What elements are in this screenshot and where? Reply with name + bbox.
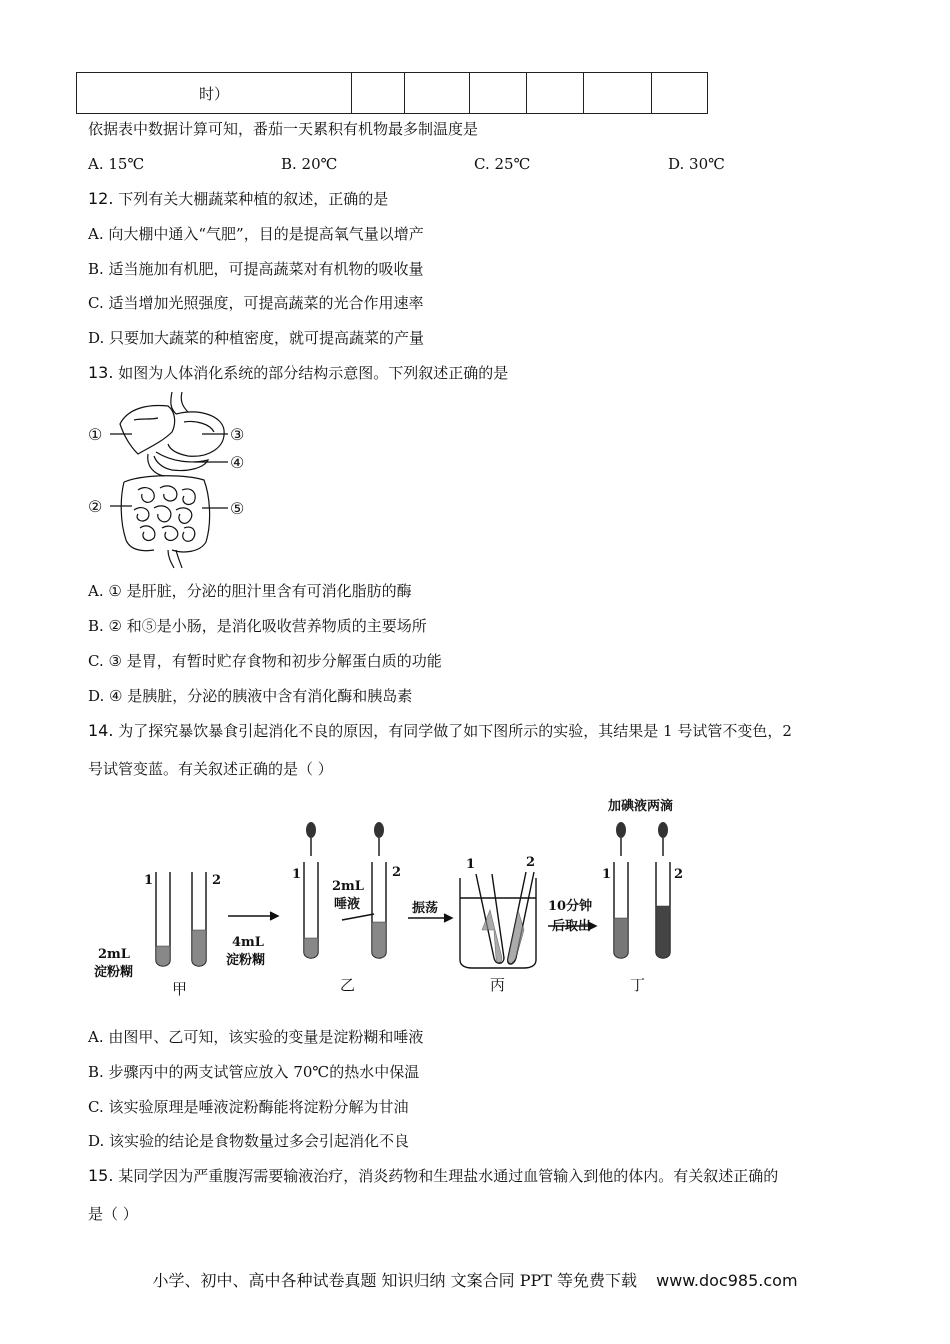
digestive-system-figure	[84, 390, 254, 570]
q13-option-a[interactable]: A. ① 是肝脏，分泌的胆汁里含有可消化脂肪的酶	[88, 582, 412, 600]
question-text: 某同学因为严重腹泻需要输液治疗，消炎药物和生理盐水通过血管输入到他的体内。有关叙述正确的	[118, 1167, 779, 1185]
q12-option-b[interactable]: B. 适当施加有机肥，可提高蔬菜对有机物的吸收量	[88, 260, 424, 278]
stage-jia: 甲	[172, 980, 188, 998]
q14-stem-line1	[88, 721, 792, 741]
question-number: 12.	[88, 189, 114, 208]
yi-amount: 2mL	[332, 879, 364, 894]
table-cell	[352, 73, 405, 114]
q14-stem-line2: 号试管变蓝。有关叙述正确的是（ ）	[88, 760, 333, 778]
starch-digestion-experiment-figure	[90, 790, 700, 1000]
iodine-label: 加碘液两滴	[608, 799, 674, 814]
tube-label-1: 1	[602, 867, 612, 882]
q11-stem: 依据表中数据计算可知，番茄一天累积有机物最多制温度是	[88, 120, 479, 138]
stage-yi: 乙	[340, 976, 356, 994]
yi-content: 唾液	[334, 897, 361, 912]
q12-option-c[interactable]: C. 适当增加光照强度，可提高蔬菜的光合作用速率	[88, 294, 424, 312]
table-cell	[405, 73, 470, 114]
step-shake: 振荡	[412, 901, 439, 916]
q14-option-b[interactable]: B. 步骤丙中的两支试管应放入 70℃的热水中保温	[88, 1063, 420, 1081]
tube-label-2: 2	[392, 865, 402, 880]
question-text: 下列有关大棚蔬菜种植的叙述，正确的是	[118, 190, 389, 208]
q13-option-d[interactable]: D. ④ 是胰脏，分泌的胰液中含有消化酶和胰岛素	[88, 687, 413, 705]
table-cell	[652, 73, 708, 114]
q11-option-c[interactable]: C. 25℃	[474, 155, 531, 173]
q14-option-c[interactable]: C. 该实验原理是唾液淀粉酶能将淀粉分解为甘油	[88, 1098, 409, 1116]
q14-option-a[interactable]: A. 由图甲、乙可知，该实验的变量是淀粉糊和唾液	[88, 1028, 424, 1046]
tube-label-1: 1	[466, 857, 476, 872]
jia-amount-1: 2mL	[98, 947, 130, 962]
tube-label-2: 2	[526, 855, 536, 870]
question-number: 14.	[88, 721, 114, 740]
tube-label-1: 1	[144, 873, 154, 888]
question-text: 如图为人体消化系统的部分结构示意图。下列叙述正确的是	[118, 364, 509, 382]
data-table-tail	[76, 72, 708, 114]
figure-label-4: ④	[230, 453, 245, 472]
figure-label-2: ②	[88, 497, 103, 516]
q12-stem	[88, 189, 388, 209]
q12-option-d[interactable]: D. 只要加大蔬菜的种植密度，就可提高蔬菜的产量	[88, 329, 425, 347]
q11-option-a[interactable]: A. 15℃	[88, 155, 145, 173]
table-cell: 时）	[77, 73, 352, 114]
q13-option-c[interactable]: C. ③ 是胃，有暂时贮存食物和初步分解蛋白质的功能	[88, 652, 442, 670]
q11-option-d[interactable]: D. 30℃	[668, 155, 725, 173]
question-number: 13.	[88, 363, 114, 382]
step-wait-2: 后取出	[552, 919, 592, 934]
question-text: 为了探究暴饮暴食引起消化不良的原因，有同学做了如下图所示的实验，其结果是 1 号试管不变色，2	[118, 722, 792, 740]
q14-option-d[interactable]: D. 该实验的结论是食物数量过多会引起消化不良	[88, 1132, 410, 1150]
tube-label-2: 2	[212, 873, 222, 888]
table-cell	[527, 73, 584, 114]
q13-option-b[interactable]: B. ② 和⑤是小肠，是消化吸收营养物质的主要场所	[88, 617, 427, 635]
page-footer	[0, 1268, 950, 1291]
stage-bing: 丙	[490, 976, 506, 994]
figure-label-1: ①	[88, 425, 103, 444]
q15-stem-line2: 是（ ）	[88, 1205, 138, 1223]
tube-label-1: 1	[292, 867, 302, 882]
figure-label-5: ⑤	[230, 499, 245, 518]
q15-stem-line1	[88, 1166, 778, 1186]
tube-label-2: 2	[674, 867, 684, 882]
jia-content-1: 淀粉糊	[94, 965, 134, 980]
footer-link[interactable]: www.doc985.com	[656, 1271, 798, 1290]
jia-amount-2: 4mL	[232, 935, 264, 950]
figure-label-3: ③	[230, 425, 245, 444]
stage-ding: 丁	[630, 976, 646, 994]
jia-content-2: 淀粉糊	[226, 953, 266, 968]
table-cell	[584, 73, 652, 114]
q13-stem	[88, 363, 508, 383]
footer-text: 小学、初中、高中各种试卷真题 知识归纳 文案合同 PPT 等免费下载	[152, 1271, 638, 1290]
table-cell	[470, 73, 527, 114]
q12-option-a[interactable]: A. 向大棚中通入“气肥”，目的是提高氧气量以增产	[88, 225, 424, 243]
step-wait-1: 10分钟	[548, 899, 593, 914]
question-number: 15.	[88, 1166, 114, 1185]
q11-option-b[interactable]: B. 20℃	[281, 155, 338, 173]
